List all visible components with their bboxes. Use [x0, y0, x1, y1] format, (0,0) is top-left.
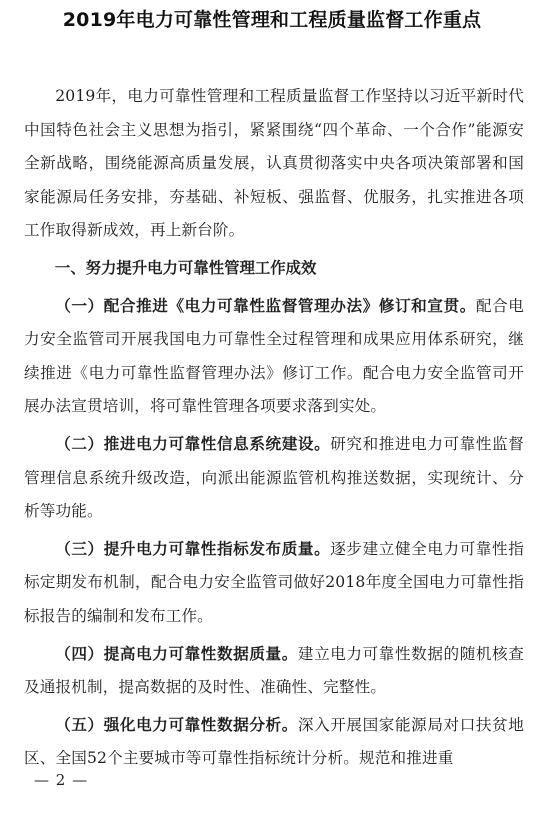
section-heading-1: 一、努力提升电力可靠性管理工作成效 [54, 258, 317, 277]
item-text-5: 深入开展国家能源局对口扶贫地区、全国52个主要城市等可靠性指标统计分析。规范和推进重 [24, 715, 524, 768]
item-lead-4: （四）提高电力可靠性数据质量。 [55, 644, 298, 663]
item-paragraph-2 [24, 428, 524, 529]
item-lead-5: （五）强化电力可靠性数据分析。 [55, 715, 298, 734]
document-body [24, 80, 524, 780]
item-paragraph-1 [24, 290, 524, 424]
item-text-4: 建立电力可靠性数据的随机核查及通报机制，提高数据的及时性、准确性、完整性。 [24, 644, 524, 697]
item-text-3: 逐步建立健全电力可靠性指标定期发布机制，配合电力安全监管司做好2018年度全国电力可靠性指标报告的编制和发布工作。 [24, 539, 524, 625]
item-lead-2: （二）推进电力可靠性信息系统建设。 [55, 434, 331, 453]
item-paragraph-5 [24, 709, 524, 776]
item-lead-1: （一）配合推进《电力可靠性监督管理办法》修订和宣贯。 [55, 296, 476, 315]
page-number: — 2 — [34, 771, 89, 789]
document-title: 2019年电力可靠性管理和工程质量监督工作重点 [62, 9, 482, 31]
item-paragraph-3 [24, 533, 524, 634]
intro-paragraph: 2019年，电力可靠性管理和工程质量监督工作坚持以习近平新时代中国特色社会主义思想为指引，紧紧围绕“四个革命、一个合作”能源安全新战略，围绕能源高质量发展，认真贯彻落实中央各项决策部署和国家能源局任务安排，夯基础、补短板、强监督、优服务，扎实推进各项工作取得新成效，再上新台阶。 [24, 87, 524, 240]
item-text-1: 配合电力安全监管司开展我国电力可靠性全过程管理和成果应用体系研究，继续推进《电力可靠性监督管理办法》修订工作。配合电力安全监管司开展办法宣贯培训，将可靠性管理各项要求落到实处。 [24, 296, 524, 416]
item-paragraph-4 [24, 638, 524, 705]
item-text-2: 研究和推进电力可靠性监督管理信息系统升级改造，向派出能源监管机构推送数据，实现统计、分析等功能。 [24, 434, 524, 521]
item-lead-3: （三）提升电力可靠性指标发布质量。 [55, 539, 331, 558]
